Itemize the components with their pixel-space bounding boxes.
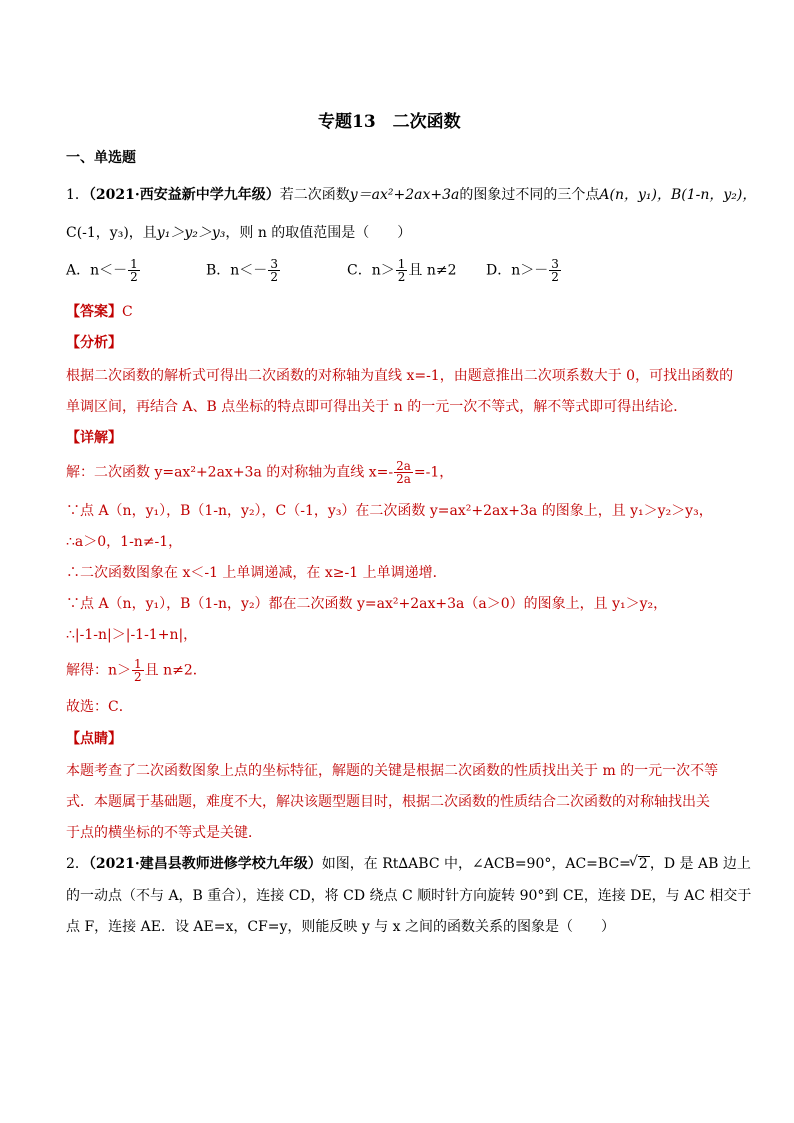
option-d-denominator: 2 [551,270,559,284]
question-1-function: y＝ax²+2ax+3a [349,187,460,203]
option-b [206,258,281,283]
question-2-line-1 [66,853,751,873]
analysis-line-1: 根据二次函数的解析式可得出二次函数的对称轴为直线 x=-1，由题意推出二次项系数大于 0，可找出函数的 [66,368,734,384]
detail-label: 【详解】 [66,430,122,446]
question-2-source: （2021·建昌县教师进修学校九年级） [88,856,322,872]
answer-label: 【答案】 [66,304,122,320]
detail-line-5: ∵点 A（n，y₁），B（1-n，y₂）都在二次函数 y=ax²+2ax+3a（a＞0）的图象上，且 y₁＞y₂， [66,596,668,612]
option-a [66,258,141,283]
option-c-denominator: 2 [397,270,406,284]
question-2-text-a: 如图，在 Rt∆ABC 中，∠ACB=90°，AC=BC= [321,856,631,872]
comment-line-3: 于点的横坐标的不等式是关键． [66,825,262,841]
detail-line-1-tail: =-1， [413,464,454,481]
detail-line-7-text: 解得：n＞ [66,662,132,679]
question-2-number: 2． [66,856,89,872]
detail-line-3: ∴a＞0，1-n≠-1， [66,534,183,550]
question-1-point-b: B(1-n，y₂)， [670,187,757,203]
detail-line-7 [66,658,207,683]
option-c-numerator: 1 [397,257,406,271]
question-1-stem-c: C(-1，y₃)，且 [66,225,157,241]
option-c [347,258,456,283]
section-heading: 一、单选题 [66,150,136,166]
question-1-stem-d: ，则 n 的取值范围是（ ） [225,225,412,241]
analysis-label: 【分析】 [66,335,122,351]
answer-value: C [122,304,133,320]
option-c-tail: 且 n≠2 [408,262,457,279]
question-1-stem-a: 若二次函数 [279,187,350,203]
detail-line-4: ∴二次函数图象在 x＜-1 上单调递减，在 x≥-1 上单调递增． [66,565,447,581]
page-title: 专题13 二次函数 [318,112,461,132]
sqrt-symbol: √ 2 [638,856,650,871]
question-2-line-3: 点 F，连接 AE．设 AE=x，CF=y，则能反映 y 与 x 之间的函数关系的图象是（ ） [66,919,616,935]
option-c-fraction [396,258,408,283]
detail-line-1-fraction [394,460,413,485]
detail-line-6: ∴|-1-n|＞|-1-1+n|， [66,627,198,643]
question-2-line-2: 的一动点（不与 A，B 重合），连接 CD，将 CD 绕点 C 顺时针方向旋转 90°到 CE，连接 DE，与 AC 相交于 [66,888,752,904]
question-2-text-b: ，D 是 AB 边上 [649,856,751,872]
question-1-source: （2021·西安益新中学九年级） [88,187,280,203]
comment-line-2: 式．本题属于基础题，难度不大，解决该题型题目时，根据二次函数的性质结合二次函数的对称轴找出关 [66,794,710,810]
comment-line-1: 本题考查了二次函数图象上点的坐标特征，解题的关键是根据二次函数的性质找出关于 m 的一元一次不等 [66,763,719,779]
option-d-fraction [549,258,561,283]
question-1-point-a: A(n，y₁)， [599,187,671,203]
option-b-fraction [268,258,280,283]
detail-line-8: 故选：C． [66,699,133,715]
detail-line-7-denominator: 2 [134,670,142,684]
detail-line-7-numerator: 1 [134,657,142,671]
detail-line-1-denominator: 2a [396,472,411,486]
option-d [486,258,562,283]
option-a-denominator: 2 [130,270,138,284]
option-a-text: A．n＜－ [66,262,128,279]
detail-line-1-text: 解：二次函数 y=ax²+2ax+3a 的对称轴为直线 x=- [66,464,394,481]
option-a-numerator: 1 [130,257,138,271]
question-1-number: 1． [66,187,89,203]
option-d-text: D．n＞－ [486,262,549,279]
detail-line-1 [66,460,453,485]
analysis-line-2: 单调区间，再结合 A、B 点坐标的特点即可得出关于 n 的一元一次不等式，解不等式即可得出结论． [66,399,688,415]
detail-line-7-tail: 且 n≠2． [144,662,207,679]
comment-label: 【点睛】 [66,731,122,747]
option-b-numerator: 3 [270,257,278,271]
option-b-text: B．n＜－ [206,262,268,279]
option-c-text: C．n＞ [347,262,395,279]
detail-line-1-numerator: 2a [396,459,411,473]
option-a-fraction [128,258,140,283]
question-1-inequality: y₁＞y₂＞y₃ [156,225,226,241]
option-d-numerator: 3 [551,257,559,271]
question-1-line-1 [66,184,756,204]
answer-row [66,301,133,321]
detail-line-7-fraction [132,658,144,683]
detail-line-2: ∵点 A（n，y₁），B（1-n，y₂），C（-1，y₃）在二次函数 y=ax²+2ax+3a 的图象上，且 y₁＞y₂＞y₃， [66,503,713,519]
option-b-denominator: 2 [270,270,278,284]
question-1-line-2 [66,222,411,242]
question-1-stem-b: 的图象过不同的三个点 [459,187,600,203]
